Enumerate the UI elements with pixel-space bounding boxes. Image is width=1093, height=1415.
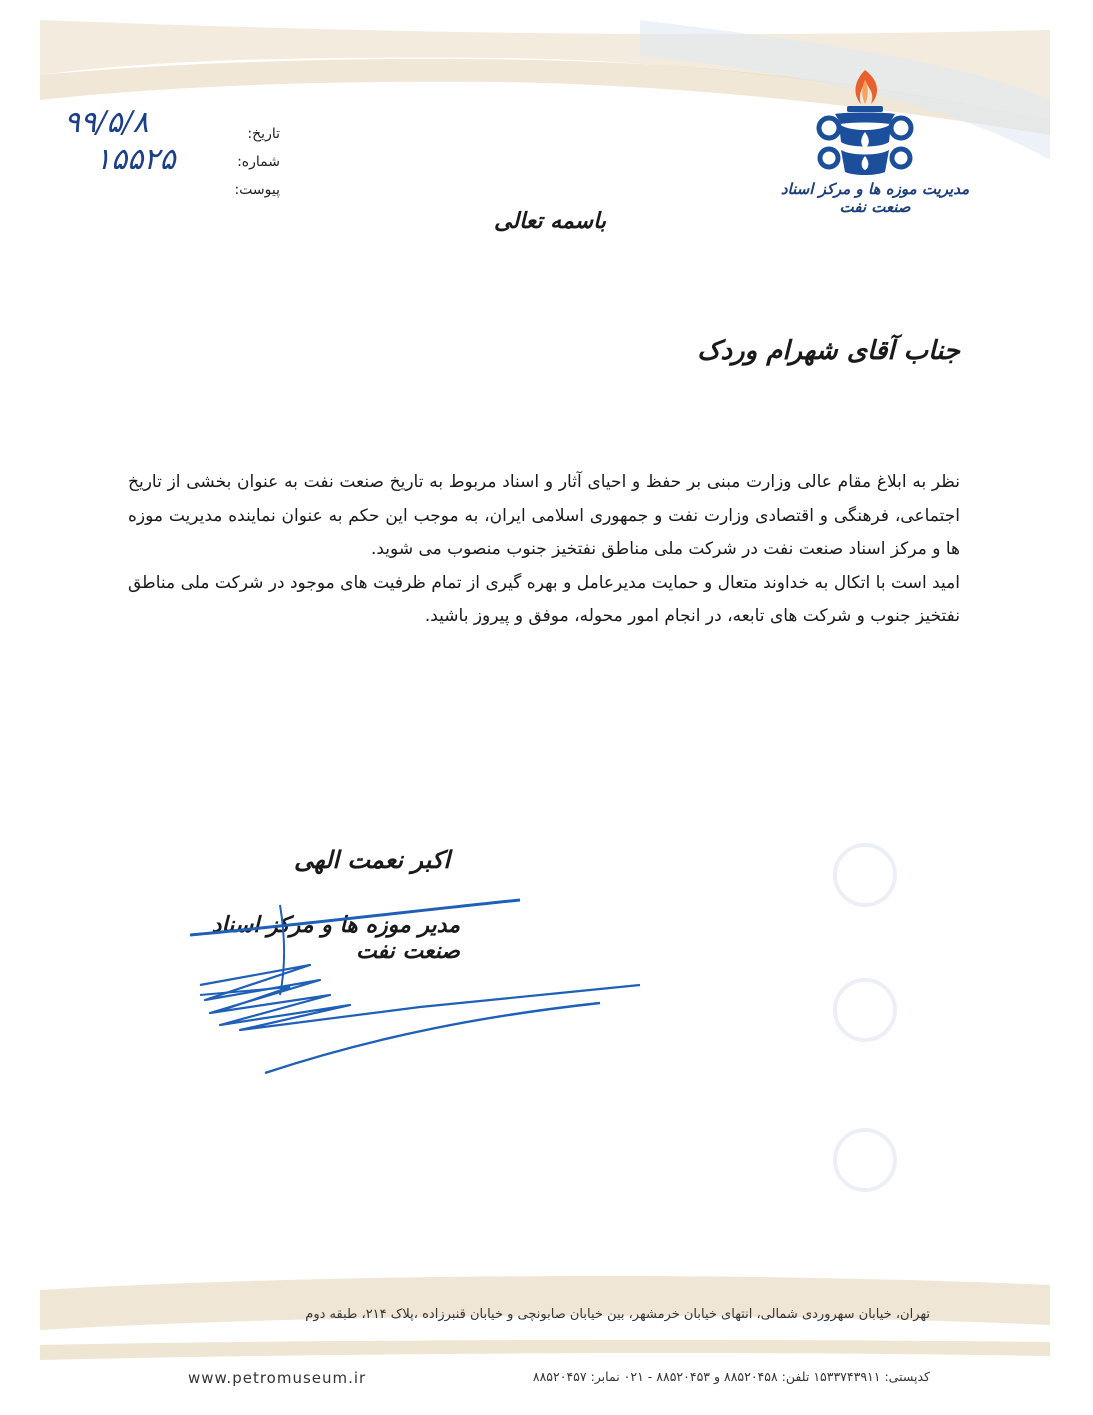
attachment-label: پیوست: — [234, 182, 280, 198]
letter-meta-labels — [180, 120, 280, 204]
signatory-name: اکبر نعمت الهی — [293, 845, 450, 874]
footer-contact: کدپستی: ۱۵۳۳۷۴۳۹۱۱ تلفن: ۸۸۵۲۰۴۵۸ و ۸۸۵۲۰۴۵۳ - ۰۲۱ نمابر: ۸۸۵۲۰۴۵۷ — [532, 1369, 930, 1384]
background-watermark — [810, 830, 920, 1250]
website-link[interactable]: www.petromuseum.ir — [188, 1369, 367, 1387]
addressee: جناب آقای شهرام وردک — [697, 336, 960, 366]
handwritten-date: ۹۹/۵/۸ — [64, 105, 149, 140]
footer-address: تهران، خیابان سهروردی شمالی، انتهای خیابان خرمشهر، بین خیابان صابونچی و خیابان قنبرزاده ،پلاک ۲۱۴، طبقه دوم — [305, 1307, 930, 1322]
oil-museum-logo — [805, 62, 925, 192]
handwritten-signature — [160, 815, 660, 1075]
number-label: شماره: — [237, 154, 280, 170]
date-label: تاریخ: — [247, 126, 280, 142]
body-paragraph: امید است با اتکال به خداوند متعال و حمایت مدیرعامل و بهره گیری از تمام ظرفیت های موجود در شرکت ملی مناطق نفتخیز جنوب و شرکت های تابعه، در انجام امور محوله، موفق و پیروز باشید. — [128, 572, 960, 626]
body-paragraph: نظر به ابلاغ مقام عالی وزارت مبنی بر حفظ و احیای آثار و اسناد مربوط به تاریخ صنعت نفت به عنوان بخشی از تاریخ اجتماعی، فرهنگی و اقتصادی وزارت نفت و جمهوری اسلامی ایران، به موجب این حکم به عنوان نماینده مدیریت موزه ها و مرکز اسناد صنعت نفت در شرکت ملی مناطق نفتخیز جنوب منصوب می شوید. — [128, 472, 960, 559]
letter-body — [128, 466, 960, 634]
footer-wave-decoration — [0, 1270, 1093, 1415]
invocation-heading: باسمه تعالی — [494, 208, 606, 234]
handwritten-number: ۱۵۵۲۵ — [95, 142, 176, 177]
signatory-title: مدیر موزه ها و مرکز اسناد صنعت نفت — [211, 912, 460, 964]
organization-name: مدیریت موزه ها و مرکز اسناد صنعت نفت — [780, 180, 970, 216]
